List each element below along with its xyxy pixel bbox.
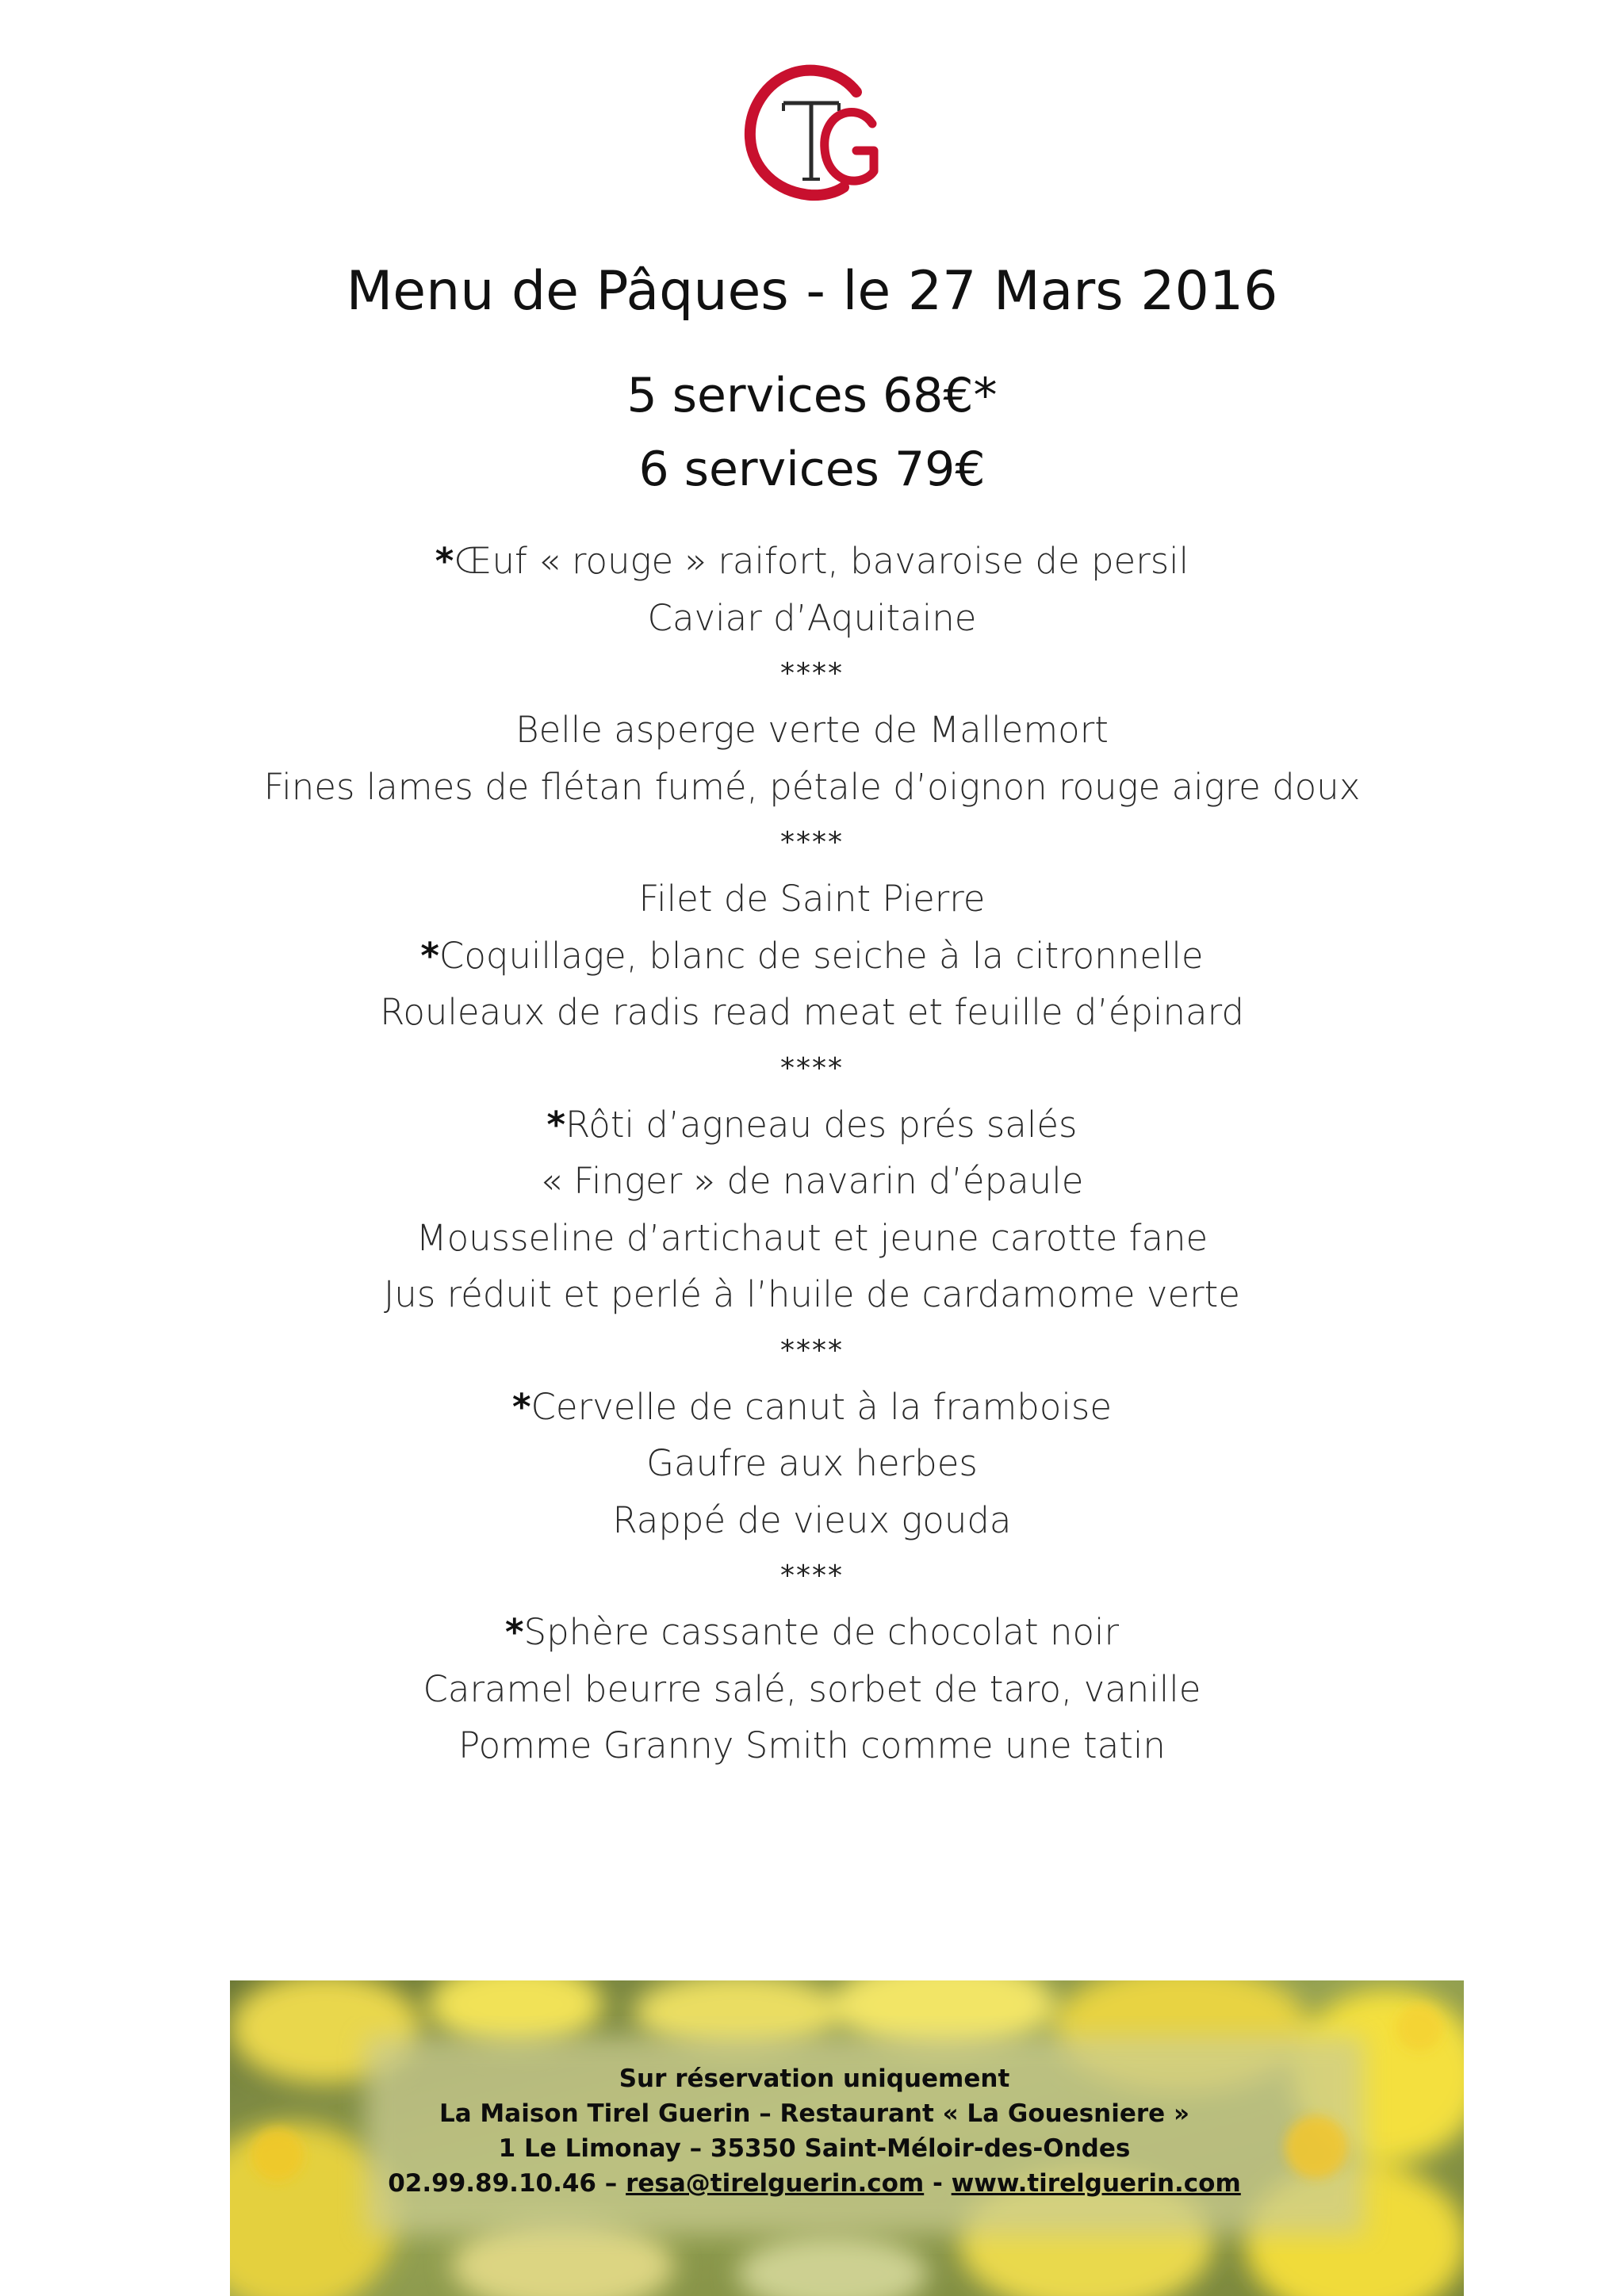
- dish-text: Pomme Granny Smith comme une tatin: [458, 1724, 1166, 1766]
- asterisk-mark: *: [504, 1611, 524, 1653]
- menu-dish: [0, 1717, 1624, 1774]
- dish-text: Sphère cassante de chocolat noir: [523, 1611, 1120, 1653]
- dish-text: Filet de Saint Pierre: [638, 878, 986, 920]
- dish-text: Mousseline d’artichaut et jeune carotte fane: [416, 1216, 1208, 1259]
- course-separator: ****: [780, 826, 844, 859]
- menu-course: [0, 702, 1624, 815]
- menu-dish: [0, 1379, 1624, 1436]
- separator-dash: -: [924, 2169, 952, 2198]
- dish-text: Rôti d’agneau des prés salés: [565, 1103, 1078, 1146]
- dish-text: Caramel beurre salé, sorbet de taro, vanille: [423, 1667, 1201, 1710]
- menu-dish: [0, 1492, 1624, 1549]
- dish-text: Œuf « rouge » raifort, bavaroise de persil: [454, 540, 1189, 582]
- separator-dash: –: [596, 2169, 626, 2198]
- menu-course: [0, 533, 1624, 646]
- price-5-services: 5 services 68€*: [626, 368, 998, 423]
- reservation-note: Sur réservation uniquement: [619, 2064, 1010, 2093]
- contact-line: [230, 2166, 1399, 2201]
- menu-course: [0, 871, 1624, 1041]
- price-6-services: 6 services 79€: [638, 442, 986, 497]
- email-link[interactable]: resa@tirelguerin.com: [626, 2169, 925, 2198]
- dish-text: Fines lames de flétan fumé, pétale d’oignon rouge aigre doux: [263, 765, 1361, 808]
- menu-dish: [0, 984, 1624, 1041]
- dish-text: Cervelle de canut à la framboise: [530, 1385, 1113, 1428]
- asterisk-mark: *: [435, 540, 454, 582]
- page-title: Menu de Pâques - le 27 Mars 2016: [346, 260, 1278, 323]
- menu-course: [0, 1379, 1624, 1549]
- menu-dish: [0, 1661, 1624, 1718]
- footer-banner: [230, 1980, 1464, 2296]
- menu-dish: [0, 928, 1624, 985]
- menu-dish: [0, 533, 1624, 590]
- dish-text: Caviar d’Aquitaine: [647, 596, 977, 639]
- asterisk-mark: *: [511, 1385, 531, 1428]
- menu-courses: [0, 533, 1624, 1774]
- menu-course: [0, 1604, 1624, 1774]
- menu-dish: [0, 1266, 1624, 1323]
- dish-text: « Finger » de navarin d’épaule: [540, 1160, 1084, 1202]
- menu-course: [0, 1096, 1624, 1323]
- menu-dish: [0, 702, 1624, 759]
- dish-text: Jus réduit et perlé à l’huile de cardamome verte: [384, 1273, 1240, 1315]
- menu-dish: [0, 1096, 1624, 1154]
- menu-dish: [0, 759, 1624, 816]
- asterisk-mark: *: [546, 1103, 566, 1146]
- price-block: [0, 359, 1624, 507]
- dish-text: Rappé de vieux gouda: [612, 1498, 1012, 1541]
- menu-dish: [0, 1435, 1624, 1492]
- ctg-monogram-icon: [737, 62, 888, 205]
- phone-number: 02.99.89.10.46: [388, 2169, 597, 2198]
- course-separator: ****: [780, 657, 844, 690]
- menu-dish: [0, 1604, 1624, 1661]
- dish-text: Gaufre aux herbes: [646, 1442, 978, 1484]
- course-separator: ****: [780, 1051, 844, 1085]
- ctg-logo: [737, 62, 888, 205]
- menu-dish: [0, 1153, 1624, 1210]
- course-separator: ****: [780, 1559, 844, 1592]
- menu-dish: [0, 1210, 1624, 1267]
- menu-dish: [0, 871, 1624, 928]
- reservation-info: [230, 2061, 1399, 2201]
- dish-text: Coquillage, blanc de seiche à la citronnelle: [439, 934, 1204, 977]
- website-link[interactable]: www.tirelguerin.com: [951, 2169, 1241, 2198]
- asterisk-mark: *: [420, 934, 439, 977]
- dish-text: Belle asperge verte de Mallemort: [515, 709, 1109, 751]
- restaurant-name: La Maison Tirel Guerin – Restaurant « La Gouesniere »: [439, 2099, 1190, 2128]
- dish-text: Rouleaux de radis read meat et feuille d’épinard: [380, 991, 1244, 1033]
- menu-dish: [0, 590, 1624, 647]
- restaurant-address: 1 Le Limonay – 35350 Saint-Méloir-des-Ondes: [498, 2134, 1131, 2163]
- course-separator: ****: [780, 1334, 844, 1367]
